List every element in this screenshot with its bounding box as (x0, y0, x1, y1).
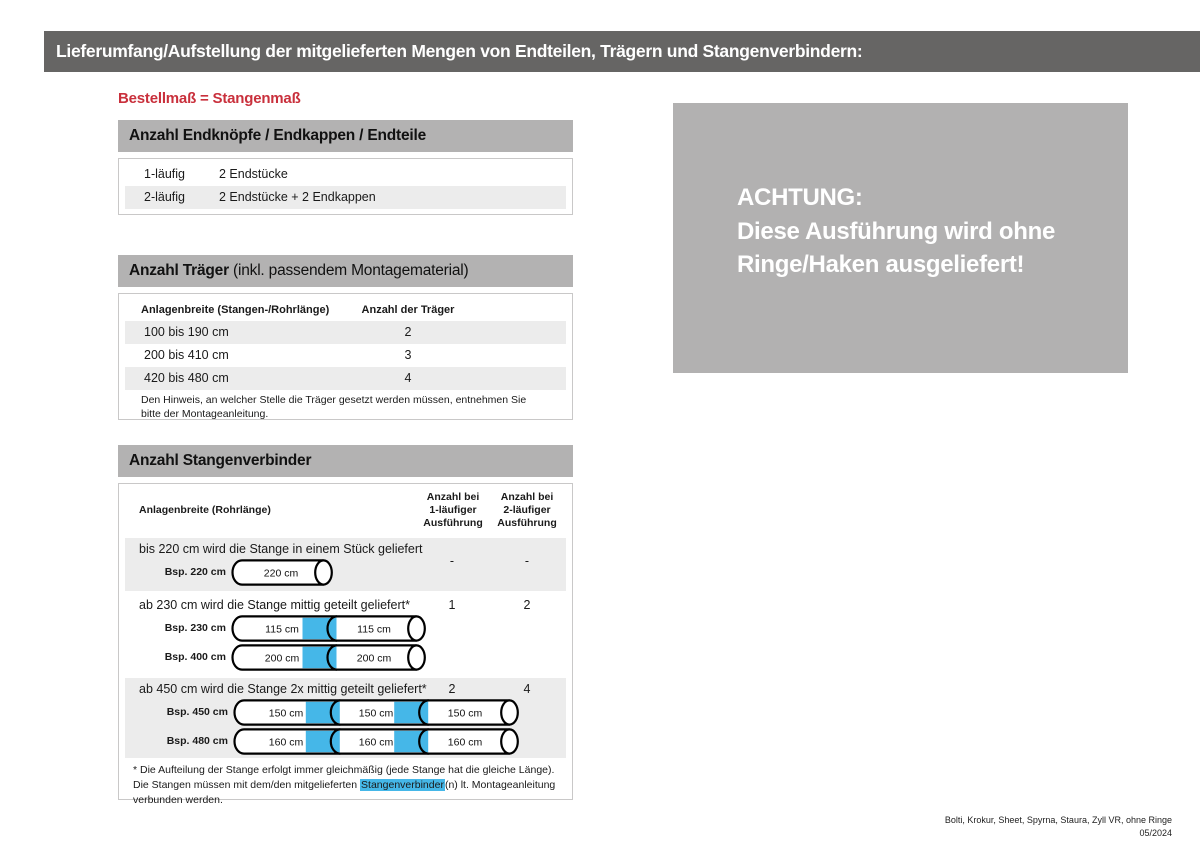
rod-example-label: Bsp. 220 cm (164, 566, 226, 578)
rod-example-label: Bsp. 450 cm (166, 706, 228, 718)
verbinder-count-2run: 2 (523, 598, 531, 612)
rod-segment-label: 150 cm (268, 707, 304, 720)
connector-marker (303, 647, 337, 668)
rod-diagram-220 (231, 559, 334, 591)
table-verbinder (118, 483, 573, 806)
document-footer (945, 814, 1172, 840)
rod-segment-label: 160 cm (447, 736, 483, 749)
section-header-verbinder (118, 445, 573, 477)
attention-line-3: Ringe/Haken ausgeliefert! (737, 251, 1025, 278)
traeger-row-count: 2 (404, 325, 412, 339)
connector-marker (306, 731, 340, 752)
rod-segment-label: 115 cm (265, 623, 299, 636)
section-title-verbinder: Anzahl Stangenverbinder (129, 452, 312, 469)
attention-line-2: Diese Ausführung wird ohne (737, 217, 1055, 245)
rod-diagram-480 (233, 728, 520, 760)
endteile-row-value: 2 Endstücke (219, 167, 288, 181)
attention-line-1: ACHTUNG: (737, 184, 863, 211)
verbinder-col3-header: Anzahl bei 2-läufiger Ausführung (497, 491, 557, 529)
rod-example-label: Bsp. 230 cm (164, 622, 226, 634)
page-title-bar (44, 31, 1200, 72)
verbinder-count-1run: 2 (448, 682, 456, 696)
rod-segment-label: 150 cm (447, 707, 483, 720)
rod-example-label: Bsp. 400 cm (164, 651, 226, 663)
connector-marker (306, 702, 340, 723)
section-title-traeger-bold: Anzahl Träger (129, 262, 229, 279)
connector-marker (394, 731, 428, 752)
section-title-traeger-rest: (inkl. passendem Montagematerial) (228, 262, 469, 279)
traeger-row-count: 4 (404, 371, 412, 385)
verbinder-group-desc: bis 220 cm wird die Stange in einem Stück geliefert (139, 542, 423, 556)
verbinder-count-2run: - (524, 554, 530, 568)
table-endteile (118, 158, 573, 215)
footer-products-line: Bolti, Krokur, Sheet, Spyrna, Staura, Zyll VR, ohne Ringe (944, 815, 1172, 825)
rod-segment-label: 160 cm (358, 736, 394, 749)
rod-segment-label: 200 cm (264, 652, 300, 665)
rod-segment-label: 150 cm (358, 707, 394, 720)
verbinder-count-1run: 1 (448, 598, 456, 612)
endteile-row-value: 2 Endstücke + 2 Endkappen (219, 190, 376, 204)
verbinder-footnote: * Die Aufteilung der Stange erfolgt immer gleichmäßig (jede Stange hat die gleiche Länge). Die Stangen müssen mit dem/den mitgelieferten Stangenverbinder(n) lt. Montageanleitung verbunden werden. (133, 764, 556, 806)
footer-date: 05/2024 (1139, 828, 1172, 838)
verbinder-group-desc: ab 450 cm wird die Stange 2x mittig geteilt geliefert* (139, 682, 427, 696)
rod-diagram-400 (231, 644, 427, 676)
section-header-endteile (118, 120, 573, 152)
traeger-row-range: 100 bis 190 cm (144, 325, 229, 339)
footnote-highlight: Stangenverbinder (361, 779, 444, 791)
rod-example-label: Bsp. 480 cm (166, 735, 228, 747)
rod-segment-label: 115 cm (357, 623, 391, 636)
traeger-row-count: 3 (404, 348, 412, 362)
connector-marker (303, 618, 337, 639)
endteile-row-label: 1-läufig (144, 167, 185, 181)
traeger-row-range: 200 bis 410 cm (144, 348, 229, 362)
attention-text (737, 181, 1055, 282)
traeger-note: Den Hinweis, an welcher Stelle die Träger gesetzt werden müssen, entnehmen Sie bitte der Montageanleitung. (141, 394, 527, 420)
traeger-row-range: 420 bis 480 cm (144, 371, 229, 385)
rod-segment-label: 160 cm (268, 736, 304, 749)
verbinder-count-2run: 4 (523, 682, 531, 696)
table-traeger (118, 293, 573, 420)
verbinder-col2-header: Anzahl bei 1-läufiger Ausführung (423, 491, 483, 529)
verbinder-count-1run: - (449, 554, 455, 568)
traeger-col1-header: Anlagenbreite (Stangen-/Rohrlänge) (141, 304, 330, 316)
verbinder-group-desc: ab 230 cm wird die Stange mittig geteilt geliefert* (139, 598, 410, 612)
verbinder-col1-header: Anlagenbreite (Rohrlänge) (139, 504, 271, 516)
endteile-row-label: 2-läufig (144, 190, 185, 204)
traeger-col2-header: Anzahl der Träger (361, 304, 455, 316)
rod-diagram-450 (233, 699, 520, 731)
section-header-traeger (118, 255, 573, 287)
order-size-note: Bestellmaß = Stangenmaß (118, 90, 301, 107)
rod-diagram-230 (231, 615, 427, 647)
section-title-endteile: Anzahl Endknöpfe / Endkappen / Endteile (129, 127, 427, 144)
connector-marker (394, 702, 428, 723)
rod-segment-label: 200 cm (356, 652, 392, 665)
rod-segment-label: 220 cm (263, 567, 299, 580)
page-title: Lieferumfang/Aufstellung der mitgelieferten Mengen von Endteilen, Trägern und Stangenverbindern: (56, 41, 863, 61)
